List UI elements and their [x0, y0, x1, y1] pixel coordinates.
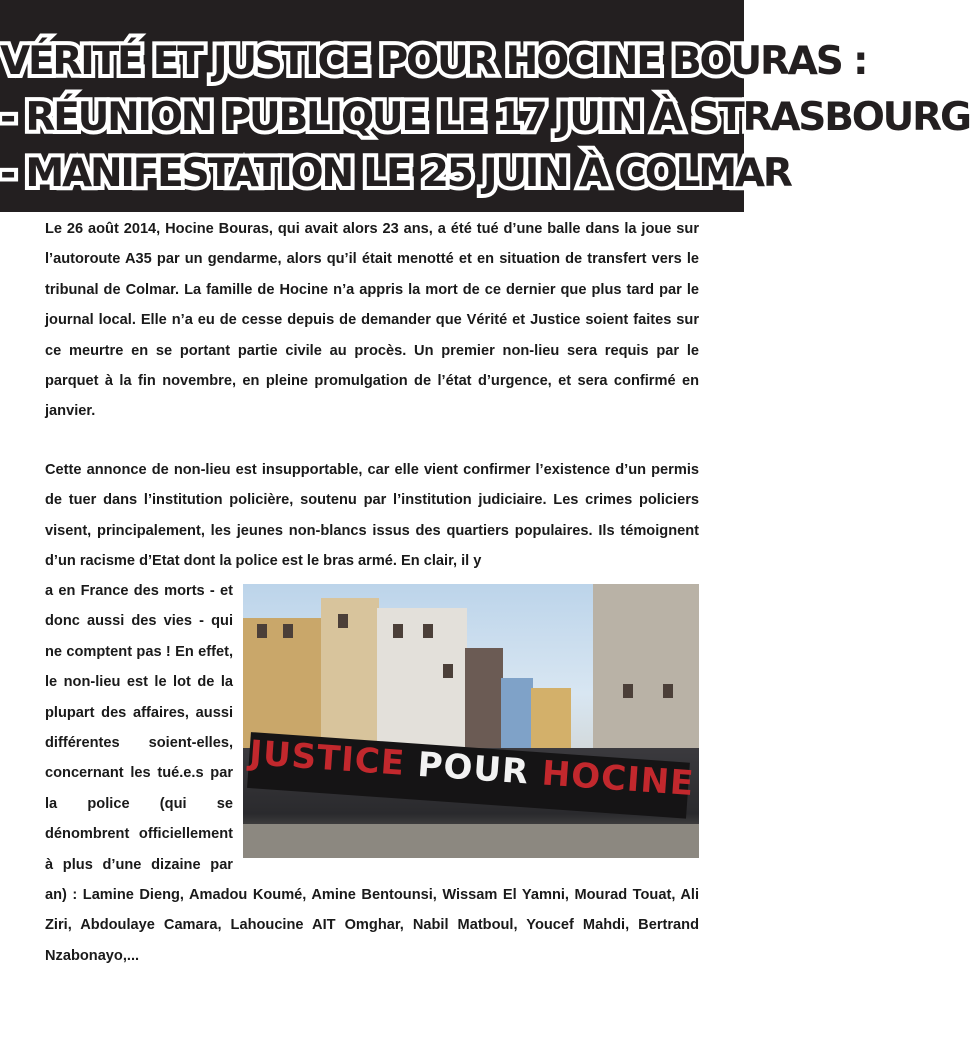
banner-word-3: HOCINE	[540, 753, 696, 805]
photo-window	[283, 624, 293, 638]
paragraph-victims: a en France des morts - et donc aussi des vies - qui ne comptent pas ! En effet, le non-lieu est le lot de la plupart des affaires, aussi différentes soient-elles, concernant les tué.e.s par la police (qui se dénombrent officiellement à plus d’une dizaine par an) : Lamine Dieng, Amadou Koumé, Amine Bentounsi, Wissam El Yamni, Mourad Touat, Ali Ziri, Abdoulaye Camara, Lahoucine AIT Omghar, Nabil Matboul, Youcef Mahdi, Bertrand Nzabonayo,...	[45, 583, 699, 964]
title-line-2: - RÉUNION PUBLIQUE LE 17 JUIN À STRASBOURG	[0, 95, 970, 140]
photo-window	[338, 614, 348, 628]
photo-window	[393, 624, 403, 638]
photo-street	[243, 824, 699, 858]
protest-photo	[243, 584, 699, 858]
header-banner	[0, 0, 970, 212]
paragraph-victims-wrapper	[45, 576, 699, 971]
paragraph-non-lieu: Cette annonce de non-lieu est insupportable, car elle vient confirmer l’existence d’un permis de tuer dans l’institution policière, soutenu par l’institution judiciaire. Les crimes policiers visent, principalement, les jeunes non-blancs issus des quartiers populaires. Ils témoignent d’un racisme d’Etat dont la police est le bras armé. En clair, il y	[45, 462, 699, 570]
title-line-3: - MANIFESTATION LE 25 JUIN À COLMAR	[0, 151, 791, 196]
paragraph-intro: Le 26 août 2014, Hocine Bouras, qui avait alors 23 ans, a été tué d’une balle dans la joue sur l’autoroute A35 par un gendarme, alors qu’il était menotté et en situation de transfert vers le tribunal de Colmar. La famille de Hocine n’a appris la mort de ce dernier que plus tard par le journal local. Elle n’a eu de cesse depuis de demander que Vérité et Justice soient faites sur ce meurtre en se portant partie civile au procès. Un premier non-lieu sera requis par le parquet à la fin novembre, en pleine promulgation de l’état d’urgence, et sera confirmé en janvier.	[45, 221, 699, 420]
photo-window	[423, 624, 433, 638]
photo-window	[623, 684, 633, 698]
banner-word-1: JUSTICE	[248, 733, 407, 784]
photo-window	[663, 684, 673, 698]
banner-word-2: POUR	[416, 744, 531, 793]
title-line-1: VÉRITÉ ET JUSTICE POUR HOCINE BOURAS :	[0, 39, 867, 84]
photo-window	[443, 664, 453, 678]
photo-window	[257, 624, 267, 638]
